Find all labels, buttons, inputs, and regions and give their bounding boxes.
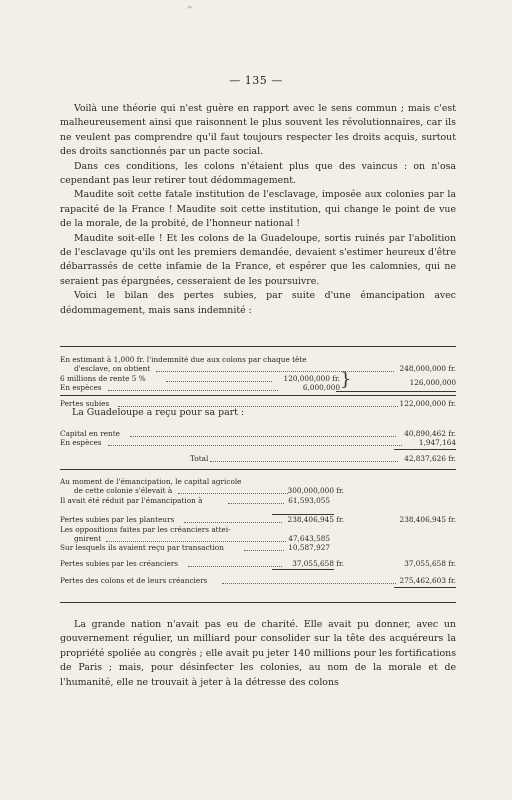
table-row: Sur lesquels ils avaient reçu par transaction 10,587,927 [60, 543, 330, 553]
table-row: Il avait été réduit par l'émancipation à 61,593,055 [60, 495, 330, 505]
paragraph-2: Dans ces conditions, les colons n'étaient plus que des vaincus : on n'osa cependant pas leur retirer tout dédommagement. [60, 160, 456, 187]
table-row: de cette colonie s'élevait à 300,000,000 fr. [74, 486, 344, 496]
table-row: d'esclave, on obtient 248,000,000 fr. [74, 364, 456, 374]
rule-sum-table2 [394, 449, 456, 450]
paragraph-4: Maudite soit-elle ! Et les colons de la Guadeloupe, sortis ruinés par l'abolition de l'esclavage qu'ils ont les premiers demandée, devaient s'estimer heureux d'être débarrassés de cette infamie de la France, et espérer que les calomnies, qui ne seraient pas épargnées, cesseraient de les poursuivre. [60, 232, 456, 287]
rule-under-brace [336, 391, 456, 392]
table-total-row: Pertes subies 122,000,000 fr. [60, 398, 456, 408]
page-number: — 135 — [229, 74, 283, 87]
table-row: Au moment de l'émancipation, le capital agricole [60, 477, 242, 486]
table-row: Pertes subies par les planteurs 238,406,945 fr. 238,406,945 fr. [60, 515, 456, 525]
body-text-bottom [60, 618, 456, 690]
rule-sum-creditors [272, 569, 334, 570]
rule-bottom-table3 [60, 602, 456, 603]
table-losses [60, 477, 456, 586]
table-row: En espèces 6,000,000 [60, 383, 340, 393]
table-row: En espèces 1,947,164 [60, 438, 456, 448]
brace-total: 126,000,000 [409, 377, 456, 387]
table-row: En estimant à 1,000 fr. l'indemnité due aux colons par chaque tête [60, 355, 307, 364]
rule-sum-losses [394, 587, 456, 588]
rule-bottom-table2 [60, 469, 456, 470]
section-subtitle: La Guadeloupe a reçu pour sa part : [72, 407, 245, 418]
brace-icon: } [340, 369, 352, 390]
closing-paragraph: La grande nation n'avait pas eu de charité. Elle avait pu donner, avec un gouvernement régulier, un milliard pour consolider sur la tête des acquéreurs la propriété spoliée au congrès ; elle avait pu jeter 140 millions pour les fortifications de Paris ; mais, pour désinfecter les colonies, au nom de la morale et de l'humanité, elle ne trouvait à jeter à la détresse des colons [60, 619, 456, 688]
table-row: Capital en rente 40,890,462 fr. [60, 429, 456, 438]
table-received [60, 429, 456, 463]
rule-top-table1 [60, 346, 456, 347]
paragraph-5: Voici le bilan des pertes subies, par suite d'une émancipation avec dédommagement, mais sans indemnité : [60, 290, 456, 316]
table-row: Les oppositions faites par les créanciers attei- [60, 524, 231, 534]
table-indemnity [60, 355, 456, 408]
paragraph-1: Voilà une théorie qui n'est guère en rapport avec le sens commun ; mais c'est malheureusement ainsi que raisonnent le plus souvent les révolutionnaires, car ils ne veulent pas comprendre qu'il faut toujours respecter les droits acquis, surtout des droits sanctionnés par un pacte social. [60, 103, 456, 158]
table-row: Pertes subies par les créanciers 37,055,658 fr. 37,055,658 fr. [60, 558, 456, 568]
table-row: 6 millions de rente 5 % 120,000,000 fr. 126,000,000 [60, 373, 456, 387]
body-text-top [60, 102, 456, 318]
rule-sum-capital [272, 514, 334, 515]
table-total-row: Total 42,837,626 fr. [190, 453, 456, 463]
paragraph-3: Maudite soit cette fatale institution de l'esclavage, imposée aux colonies par la rapacité de la France ! Maudite soit cette institution, qui change le point de vue de la morale, de la probité, de l'honneur national ! [60, 189, 456, 230]
table-total-row: Pertes des colons et de leurs créanciers 275,462,603 fr. [60, 576, 456, 586]
rule-bottom-table1 [60, 395, 456, 396]
top-mark: ^ [186, 6, 194, 16]
table-row: gnirent 47,643,585 [74, 533, 330, 543]
